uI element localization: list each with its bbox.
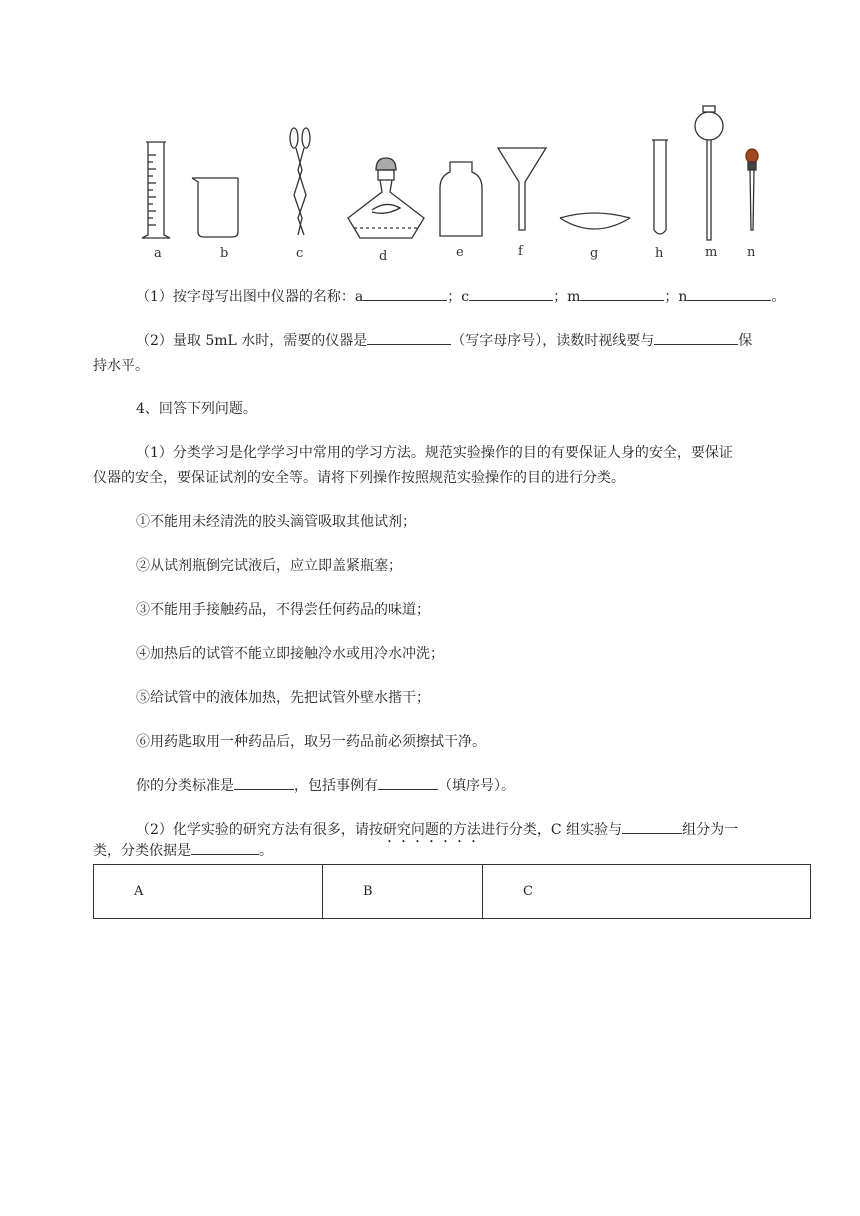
q3-part2: （2）量取 5mL 水时，需要的仪器是 （写字母序号），读数时视线要与 保 [136, 330, 752, 352]
label-m: m [705, 245, 718, 260]
answer-blank-c[interactable] [469, 286, 553, 301]
reagent-bottle-icon [440, 162, 482, 236]
answer-blank-sightline[interactable] [654, 330, 738, 345]
q4-item-2: ②从试剂瓶倒完试液后，应立即盖紧瓶塞； [136, 558, 402, 574]
q3-part2-line2: 持水平。 [93, 358, 149, 374]
table-row [94, 865, 811, 919]
answer-blank-instrument[interactable] [367, 330, 451, 345]
beaker-icon [192, 178, 238, 237]
q3-part1: （1）按字母写出图中仪器的名称：a ；c ；m ；n 。 [136, 286, 785, 308]
q4-part1-line2: 仪器的安全，要保证试剂的安全等。请将下列操作按照规范实验操作的目的进行分类。 [93, 470, 625, 486]
q4-classify: 你的分类标准是 ，包括事例有 （填序号）。 [136, 775, 515, 797]
label-g: g [590, 246, 599, 261]
answer-blank-a[interactable] [363, 286, 447, 301]
label-e: e [456, 245, 464, 260]
evaporating-dish-icon [560, 213, 630, 229]
label-c: c [296, 246, 304, 261]
group-c-cell: C [483, 865, 811, 919]
answer-blank-m[interactable] [580, 286, 664, 301]
label-f: f [518, 244, 523, 259]
q4-item-1: ①不能用未经清洗的胶头滴管吸取其他试剂； [136, 514, 416, 530]
apparatus-figure [120, 100, 800, 270]
test-tube-icon [652, 140, 668, 234]
q4-item-5: ⑤给试管中的液体加热，先把试管外壁水揩干； [136, 690, 430, 706]
funnel-icon [498, 148, 546, 230]
graduated-cylinder-icon [142, 142, 170, 238]
label-d: d [379, 249, 388, 264]
crucible-tongs-icon [290, 128, 310, 235]
answer-blank-basis[interactable] [191, 840, 259, 855]
answer-blank-standard[interactable] [234, 775, 294, 790]
group-b-cell: B [323, 865, 483, 919]
q4-title: 4、回答下列问题。 [136, 401, 257, 417]
emphasized-phrase: 研究问题的方法 [382, 822, 481, 838]
dropper-icon [746, 149, 758, 230]
label-h: h [655, 246, 664, 261]
q4-item-3: ③不能用手接触药品，不得尝任何药品的味道； [136, 602, 430, 618]
answer-blank-group[interactable] [622, 819, 682, 834]
answer-blank-examples[interactable] [378, 775, 438, 790]
label-a: a [154, 246, 162, 261]
q4-part1-line1: （1）分类学习是化学学习中常用的学习方法。规范实验操作的目的有要保证人身的安全，要保证 [136, 445, 733, 461]
q4-part2-line2: 类，分类依据是 。 [93, 840, 273, 862]
label-n: n [747, 245, 756, 260]
groups-table [93, 864, 811, 919]
separatory-funnel-icon [695, 106, 723, 240]
q4-part2: （2）化学实验的研究方法有很多，请按研究问题的方法进行分类，C 组实验与 组分为一 [136, 819, 738, 846]
label-b: b [220, 246, 229, 261]
q4-item-4: ④加热后的试管不能立即接触冷水或用冷水冲洗； [136, 646, 444, 662]
alcohol-lamp-icon [348, 158, 424, 238]
q4-item-6: ⑥用药匙取用一种药品后，取另一药品前必须擦拭干净。 [136, 734, 486, 750]
answer-blank-n[interactable] [687, 286, 771, 301]
group-a-cell: A [94, 865, 323, 919]
